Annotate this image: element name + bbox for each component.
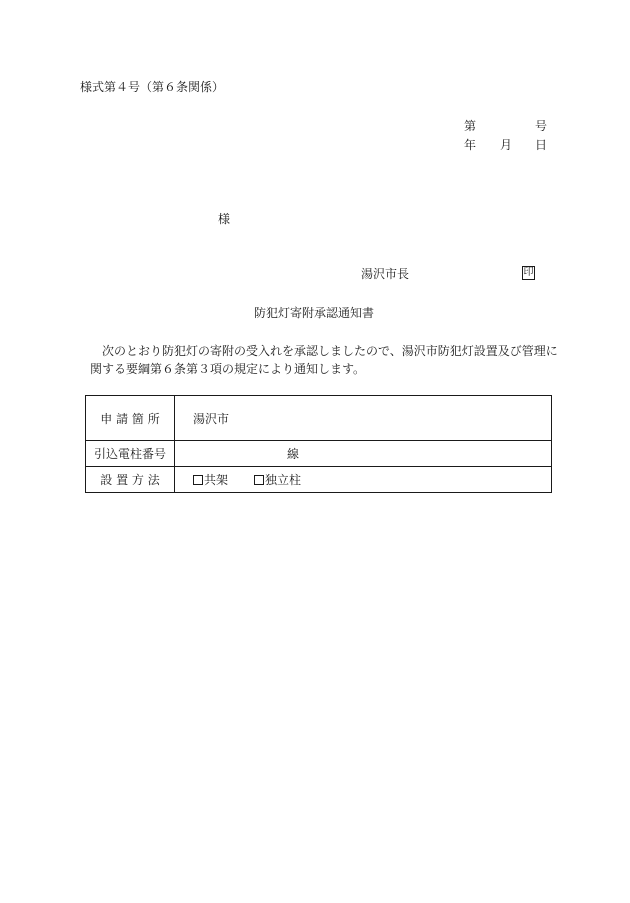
issuer-title: 湯沢市長: [361, 267, 410, 281]
body-paragraph: [90, 342, 560, 378]
date-day-label: 日: [535, 138, 548, 152]
pole-number-value: [175, 441, 552, 467]
seal-mark: 印: [523, 267, 534, 278]
application-location-label: 申 請 箇 所: [86, 396, 175, 441]
body-line-2: 関する要綱第６条第３項の規定により通知します。: [90, 362, 366, 376]
date-year-label: 年: [464, 138, 477, 152]
pole-number-label: 引込電柱番号: [86, 441, 175, 467]
document-number-prefix: 第: [464, 119, 477, 133]
table-row: [86, 396, 552, 441]
addressee-honorific: 様: [218, 212, 231, 226]
document-title: 防犯灯寄附承認通知書: [254, 306, 375, 320]
checkbox-icon[interactable]: [254, 475, 264, 485]
document-number-suffix: 号: [535, 119, 548, 133]
installation-method-options: [175, 467, 552, 493]
table-row: [86, 467, 552, 493]
installation-method-label: 設 置 方 法: [86, 467, 175, 493]
body-line-1: 次のとおり防犯灯の寄附の受入れを承認しましたので、湯沢市防犯灯設置及び管理に: [102, 344, 558, 358]
info-table: [85, 395, 552, 493]
shared-pole-option[interactable]: 共架: [193, 471, 228, 488]
application-location-value: 湯沢市: [175, 396, 552, 441]
line-suffix: 線: [287, 447, 300, 461]
checkbox-icon[interactable]: [193, 475, 203, 485]
table-row: [86, 441, 552, 467]
form-number: 様式第４号（第６条関係）: [80, 80, 225, 94]
standalone-pole-option[interactable]: 独立柱: [254, 471, 301, 488]
date-month-label: 月: [500, 138, 513, 152]
